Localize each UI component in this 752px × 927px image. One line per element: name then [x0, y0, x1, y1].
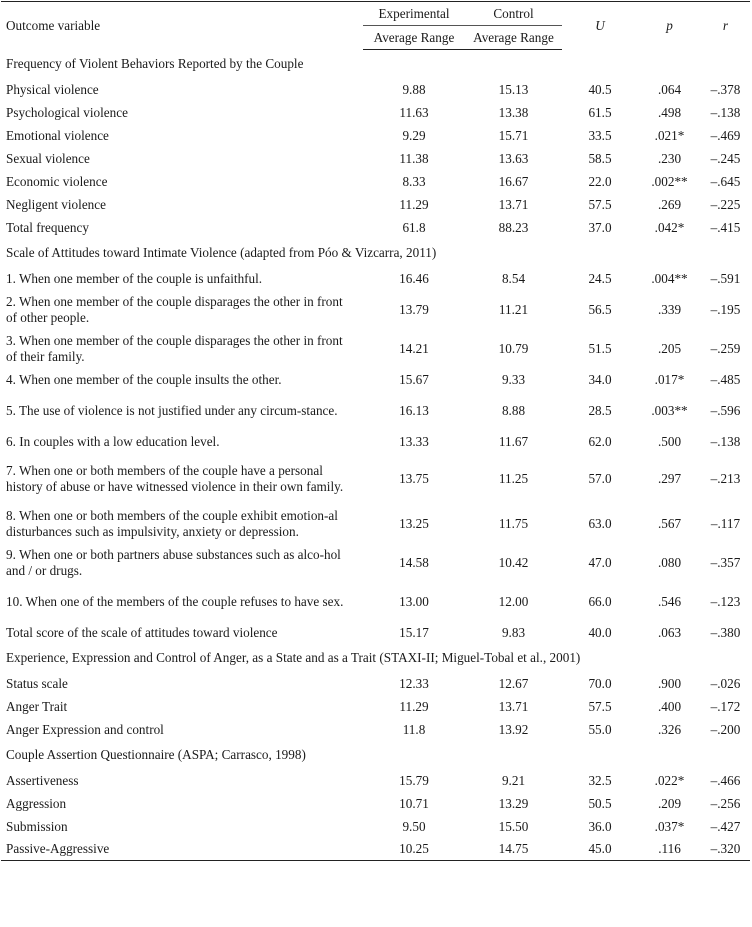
cell-ctrl: 13.71: [498, 698, 529, 714]
cell-u: 28.5: [588, 402, 612, 418]
section-header: [1, 50, 750, 79]
cell-label: Submission: [6, 818, 68, 834]
cell-r: –.645: [710, 173, 741, 189]
cell-exp: 15.79: [399, 772, 429, 788]
cell-p: .063: [657, 624, 682, 640]
cell-r: –.213: [710, 470, 741, 486]
cell-p: .567: [657, 515, 682, 531]
cell-u: 57.5: [588, 196, 612, 212]
cell-ctrl: 15.50: [498, 818, 529, 834]
cell-ctrl: 9.83: [501, 624, 526, 640]
cell-r: –.415: [710, 219, 741, 235]
table-row: [1, 267, 750, 290]
cell-u: 40.5: [588, 81, 612, 97]
cell-exp: 10.25: [363, 838, 465, 861]
header-avg-range-exp: Average Range: [363, 26, 465, 50]
cell-ctrl: 13.71: [498, 196, 529, 212]
table-row: [1, 193, 750, 216]
cell-exp: 61.8: [402, 219, 426, 235]
cell-u: 56.5: [588, 301, 612, 317]
cell-r: –.256: [710, 795, 741, 811]
cell-u: 58.5: [588, 150, 612, 166]
cell-ctrl: 13.29: [498, 795, 529, 811]
cell-p: .500: [657, 433, 682, 449]
cell-p: .205: [657, 340, 682, 356]
cell-p: .042*: [654, 219, 685, 235]
cell-label: 2. When one member of the couple disparages the other in front of other people.: [6, 293, 343, 325]
cell-r: –.357: [710, 554, 741, 570]
table-body: [1, 50, 750, 861]
cell-r: –.200: [710, 721, 741, 737]
cell-u: 55.0: [588, 721, 612, 737]
cell-ctrl: 12.00: [498, 593, 529, 609]
cell-p: .037*: [654, 818, 685, 834]
cell-u: 66.0: [588, 593, 612, 609]
cell-r: –.596: [710, 402, 741, 418]
table-row: [1, 815, 750, 838]
table-row: [1, 78, 750, 101]
cell-ctrl: 9.21: [501, 772, 526, 788]
table-row: [1, 838, 750, 861]
cell-p: .339: [657, 301, 682, 317]
cell-u: 34.0: [588, 371, 612, 387]
cell-exp: 8.33: [402, 173, 426, 189]
cell-p: .004**: [651, 270, 688, 286]
table-row: [1, 391, 750, 430]
cell-u: 33.5: [588, 127, 612, 143]
cell-u: 70.0: [588, 675, 612, 691]
cell-u: 24.5: [588, 270, 612, 286]
cell-p: .021*: [654, 127, 685, 143]
cell-exp: 13.75: [399, 470, 429, 486]
cell-label: Physical violence: [6, 81, 99, 97]
cell-ctrl: 13.92: [498, 721, 529, 737]
cell-u: 61.5: [588, 104, 612, 120]
table-row: [1, 368, 750, 391]
cell-u: 57.5: [588, 698, 612, 714]
cell-p: .003**: [651, 402, 688, 418]
cell-label: 6. In couples with a low education level.: [6, 433, 220, 449]
header-experimental: Experimental: [363, 2, 465, 26]
cell-u: 37.0: [588, 219, 612, 235]
cell-r: –.469: [710, 127, 741, 143]
cell-u: 47.0: [588, 554, 612, 570]
cell-label: 7. When one or both members of the couple have a personal history of abuse or have witnessed violence in their own family.: [6, 462, 344, 494]
table-row: [1, 290, 750, 329]
cell-label: Emotional violence: [6, 127, 109, 143]
cell-label: 9. When one or both partners abuse substances such as alco-hol and / or drugs.: [6, 546, 341, 578]
table-row: [1, 621, 750, 644]
cell-exp: 9.50: [402, 818, 426, 834]
table-row: [1, 329, 750, 368]
cell-exp: 13.25: [399, 515, 429, 531]
cell-p: .269: [657, 196, 682, 212]
section-title: Couple Assertion Questionnaire (ASPA; Carrasco, 1998): [6, 747, 306, 762]
cell-exp: 11.8: [402, 721, 426, 737]
results-table: [1, 1, 750, 861]
cell-ctrl: 13.63: [498, 150, 529, 166]
cell-u: 22.0: [588, 173, 612, 189]
cell-label: Total score of the scale of attitudes toward violence: [6, 624, 278, 640]
cell-label: Status scale: [6, 675, 68, 691]
cell-ctrl: 12.67: [498, 675, 529, 691]
cell-u: 62.0: [588, 433, 612, 449]
cell-r: –.591: [710, 270, 741, 286]
cell-label: Sexual violence: [6, 150, 90, 166]
cell-p: .002**: [651, 173, 688, 189]
table-row: [1, 101, 750, 124]
header-u: U: [562, 2, 638, 50]
cell-r: –.138: [710, 104, 741, 120]
cell-p: .230: [657, 150, 682, 166]
cell-p: .400: [657, 698, 682, 714]
cell-p: .064: [657, 81, 682, 97]
cell-exp: 16.46: [399, 270, 429, 286]
cell-ctrl: 11.21: [498, 301, 529, 317]
table-row: [1, 718, 750, 741]
cell-label: 3. When one member of the couple disparages the other in front of their family.: [6, 332, 343, 364]
table-row: [1, 792, 750, 815]
cell-label: Total frequency: [6, 219, 89, 235]
cell-r: –.320: [701, 838, 750, 861]
cell-exp: 13.79: [399, 301, 429, 317]
cell-ctrl: 11.75: [498, 515, 529, 531]
cell-label: Anger Trait: [6, 698, 68, 714]
header-outcome: Outcome variable: [1, 2, 363, 50]
cell-r: –.026: [710, 675, 741, 691]
section-title: Experience, Expression and Control of Anger, as a State and as a Trait (STAXI-II; Miguel-Tobal et al., 2001): [6, 650, 581, 665]
cell-ctrl: 13.38: [498, 104, 529, 120]
cell-exp: 9.29: [402, 127, 426, 143]
header-r: r: [701, 2, 750, 50]
cell-exp: 15.17: [399, 624, 429, 640]
cell-ctrl: 11.67: [498, 433, 529, 449]
header-control: Control: [465, 2, 562, 26]
cell-p: .022*: [654, 772, 685, 788]
cell-label: Economic violence: [6, 173, 108, 189]
cell-label: 5. The use of violence is not justified under any circum-stance.: [6, 402, 338, 418]
table-row: [1, 453, 750, 504]
table-row: [1, 582, 750, 621]
cell-p: .297: [657, 470, 682, 486]
cell-exp: 13.33: [399, 433, 429, 449]
cell-r: –.172: [710, 698, 741, 714]
cell-ctrl: 15.71: [498, 127, 529, 143]
cell-exp: 11.38: [399, 150, 429, 166]
cell-p: .900: [657, 675, 682, 691]
cell-r: –.123: [710, 593, 741, 609]
cell-exp: 15.67: [399, 371, 429, 387]
cell-ctrl: 8.54: [501, 270, 526, 286]
cell-p: .080: [657, 554, 682, 570]
cell-label: Assertiveness: [6, 772, 79, 788]
cell-r: –.380: [710, 624, 741, 640]
header-avg-range-ctrl: Average Range: [465, 26, 562, 50]
cell-r: –.427: [710, 818, 741, 834]
cell-p: .116: [638, 838, 701, 861]
section-title: Frequency of Violent Behaviors Reported by the Couple: [6, 56, 304, 71]
cell-label: 1. When one member of the couple is unfaithful.: [6, 270, 263, 286]
cell-r: –.245: [710, 150, 741, 166]
cell-label: 10. When one of the members of the couple refuses to have sex.: [6, 593, 344, 609]
table-row: [1, 504, 750, 543]
cell-label: Anger Expression and control: [6, 721, 164, 737]
table-row: [1, 430, 750, 453]
header-p: p: [638, 2, 701, 50]
cell-r: –.378: [710, 81, 741, 97]
cell-exp: 11.29: [399, 698, 429, 714]
table-row: [1, 170, 750, 193]
cell-p: .498: [657, 104, 682, 120]
cell-p: .209: [657, 795, 682, 811]
cell-ctrl: 15.13: [498, 81, 529, 97]
cell-exp: 10.71: [399, 795, 429, 811]
cell-r: –.225: [710, 196, 741, 212]
cell-p: .326: [657, 721, 682, 737]
table-row: [1, 543, 750, 582]
section-header: [1, 644, 750, 672]
cell-exp: 13.00: [399, 593, 429, 609]
cell-label: Passive-Aggressive: [1, 838, 363, 861]
cell-ctrl: 10.79: [498, 340, 529, 356]
cell-label: 4. When one member of the couple insults the other.: [6, 371, 282, 387]
cell-u: 32.5: [588, 772, 612, 788]
table-row: [1, 124, 750, 147]
cell-r: –.195: [710, 301, 741, 317]
cell-exp: 11.29: [399, 196, 429, 212]
table-row: [1, 216, 750, 239]
cell-ctrl: 16.67: [498, 173, 529, 189]
cell-ctrl: 10.42: [498, 554, 529, 570]
cell-ctrl: 14.75: [465, 838, 562, 861]
cell-ctrl: 11.25: [498, 470, 529, 486]
cell-u: 45.0: [562, 838, 638, 861]
cell-label: Psychological violence: [6, 104, 128, 120]
cell-exp: 16.13: [399, 402, 429, 418]
cell-label: 8. When one or both members of the couple exhibit emotion-al disturbances such as impulsivity, anxiety or depression.: [6, 507, 338, 539]
table-row: [1, 672, 750, 695]
cell-ctrl: 8.88: [501, 402, 526, 418]
cell-p: .546: [657, 593, 682, 609]
cell-label: Negligent violence: [6, 196, 106, 212]
cell-ctrl: 88.23: [498, 219, 529, 235]
section-header: [1, 239, 750, 267]
table-row: [1, 769, 750, 792]
cell-u: 51.5: [588, 340, 612, 356]
cell-r: –.259: [710, 340, 741, 356]
cell-exp: 14.58: [399, 554, 429, 570]
section-header: [1, 741, 750, 769]
cell-exp: 9.88: [402, 81, 426, 97]
cell-r: –.466: [710, 772, 741, 788]
cell-u: 50.5: [588, 795, 612, 811]
cell-u: 63.0: [588, 515, 612, 531]
cell-r: –.138: [710, 433, 741, 449]
table-row: [1, 147, 750, 170]
cell-u: 36.0: [588, 818, 612, 834]
cell-ctrl: 9.33: [501, 371, 526, 387]
cell-p: .017*: [654, 371, 685, 387]
cell-label: Aggression: [6, 795, 67, 811]
cell-exp: 11.63: [399, 104, 429, 120]
cell-u: 40.0: [588, 624, 612, 640]
cell-exp: 14.21: [399, 340, 429, 356]
table-row: [1, 695, 750, 718]
section-title: Scale of Attitudes toward Intimate Violence (adapted from Póo & Vizcarra, 2011): [6, 245, 437, 260]
cell-exp: 12.33: [399, 675, 429, 691]
cell-r: –.117: [710, 515, 741, 531]
cell-r: –.485: [710, 371, 741, 387]
cell-u: 57.0: [588, 470, 612, 486]
